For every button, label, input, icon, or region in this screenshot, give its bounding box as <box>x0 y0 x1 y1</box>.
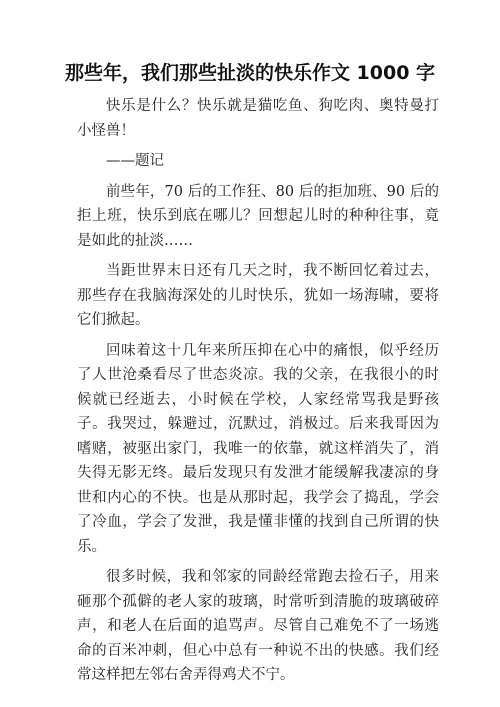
paragraph: 前些年，70 后的工作狂、80 后的拒加班、90 后的拒上班，快乐到底在哪儿？回想起儿时的种种往事，竟是如此的扯淡…… <box>77 183 439 249</box>
paragraph: 回味着这十几年来所压抑在心中的痛恨，似乎经历了人世沧桑看尽了世态炎凉。我的父亲，在我很小的时候就已经逝去，小时候在学校，人家经常骂我是野孩子。我哭过，躲避过，沉默过，消极过。后来我哥因为嗜赌，被驱出家门，我唯一的依靠，就这样消失了，消失得无影无终。最后发现只有发泄才能缓解我凄凉的身世和内心的不快。也是从那时起，我学会了捣乱，学会了冷血，学会了发泄，我是懂非懂的找到自己所谓的快乐。 <box>77 342 439 555</box>
paragraph-epigraph: ——题记 <box>106 153 164 169</box>
document-title: 那些年，我们那些扯淡的快乐作文 1000 字 <box>64 62 436 84</box>
paragraph-intro: 快乐是什么？快乐就是猫吃鱼、狗吃肉、奥特曼打小怪兽！ <box>77 98 439 139</box>
paragraph: 很多时候，我和邻家的同龄经常跑去捡石子，用来砸那个孤僻的老人家的玻璃，时常听到清脆的玻璃破碎声，和老人在后面的追骂声。尽管自己难免不了一场逃命的百米冲刺，但心中总有一种说不出的快感。我们经常这样把左邻右舍弄得鸡犬不宁。 <box>77 569 439 683</box>
document-body <box>77 94 439 694</box>
paragraph: 当距世界末日还有几天之时，我不断回忆着过去，那些存在我脑海深处的儿时快乐，犹如一场海啸，要将它们掀起。 <box>77 263 439 328</box>
